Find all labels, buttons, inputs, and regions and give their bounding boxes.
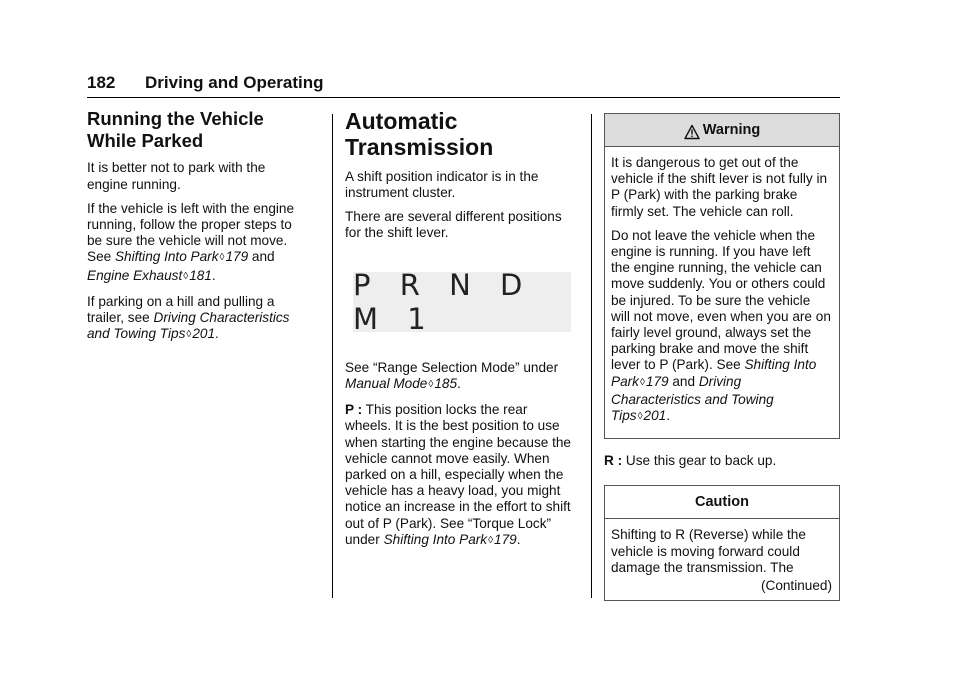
cross-reference-link[interactable]: Shifting Into Park bbox=[611, 357, 817, 389]
column-2 bbox=[345, 108, 577, 558]
warning-header bbox=[605, 114, 839, 147]
caution-body bbox=[605, 519, 839, 600]
cross-reference-link[interactable]: Manual Mode bbox=[345, 375, 428, 391]
page-ref-icon: ◊ bbox=[183, 270, 189, 282]
warning-title: Warning bbox=[702, 122, 761, 138]
paragraph-reverse: R : Use this gear to back up. bbox=[604, 453, 777, 469]
cross-reference-link[interactable]: Shifting Into Park bbox=[383, 531, 488, 547]
page-ref-number[interactable]: 201 bbox=[192, 326, 216, 342]
cross-reference-link[interactable]: Driving Characteristics and Towing Tips bbox=[87, 310, 290, 342]
paragraph: There are several different positions for the shift lever. bbox=[345, 209, 562, 241]
caution-title: Caution bbox=[695, 494, 749, 511]
page-ref-number[interactable]: 201 bbox=[643, 408, 667, 424]
paragraph: It is dangerous to get out of the vehicle if the shift lever is not fully in P (Park) with the parking brake firmly set. The vehicle can roll. bbox=[611, 155, 828, 219]
warning-body bbox=[605, 147, 839, 438]
cross-reference-link[interactable]: Driving Characteristics and Towing Tips bbox=[611, 373, 774, 424]
page-ref-icon: ◊ bbox=[488, 534, 494, 546]
paragraph: If the vehicle is left with the engine running, follow the proper steps to be sure the vehicle will not move. See Shifting Into Park◊179 and Engine Exhaust◊181. bbox=[87, 200, 295, 283]
section-title: Driving and Operating bbox=[145, 73, 324, 92]
column-1 bbox=[87, 108, 309, 352]
page-ref-icon: ◊ bbox=[637, 411, 643, 423]
cross-reference-link[interactable]: Shifting Into Park bbox=[114, 249, 219, 265]
page-ref-icon: ◊ bbox=[639, 376, 645, 388]
page-ref-number[interactable]: 181 bbox=[189, 267, 212, 283]
continued-label: (Continued) bbox=[760, 578, 832, 594]
page-ref-icon: ◊ bbox=[186, 329, 192, 341]
page-ref-number[interactable]: 179 bbox=[645, 373, 669, 389]
cross-reference-link[interactable]: Engine Exhaust bbox=[87, 267, 183, 283]
gear-label-r: R : bbox=[604, 453, 623, 469]
header-rule bbox=[87, 97, 840, 98]
paragraph-park: P : This position locks the rear wheels. It is the best position to use when starting the engine because the vehicle cannot move easily. When parked on a hill, especially when the vehicle has a heavy load, you might notice an increase in the effort to shift out of P (Park). See “Torque Lock” under Shifting Into Park◊179. bbox=[345, 402, 571, 547]
warning-triangle-icon bbox=[684, 124, 700, 140]
page-number: 182 bbox=[87, 73, 116, 92]
shift-position-indicator-image bbox=[353, 267, 571, 336]
paragraph: Shifting to R (Reverse) while the vehicle is moving forward could damage the transmission. The bbox=[611, 527, 806, 575]
page-ref-icon: ◊ bbox=[428, 378, 434, 390]
paragraph: See “Range Selection Mode” under Manual Mode◊185. bbox=[345, 359, 559, 391]
heading-automatic-transmission: Automatic Transmission bbox=[345, 108, 494, 161]
heading-running-vehicle: Running the Vehicle While Parked bbox=[87, 108, 264, 152]
page-ref-number[interactable]: 179 bbox=[225, 249, 249, 265]
paragraph: A shift position indicator is in the instrument cluster. bbox=[345, 168, 539, 201]
caution-box bbox=[604, 485, 840, 601]
page-ref-number[interactable]: 179 bbox=[494, 531, 517, 547]
paragraph: It is better not to park with the engine running. bbox=[87, 160, 266, 192]
gear-label-p: P : bbox=[345, 402, 363, 418]
page-ref-icon: ◊ bbox=[219, 252, 225, 264]
page-ref-number[interactable]: 185 bbox=[434, 375, 458, 391]
paragraph: Do not leave the vehicle when the engine is running. If you have left the engine running, the vehicle can move suddenly. You or others could be injured. To be sure the vehicle will not move, even when you are on fairly level ground, always set the parking brake and move the shift lever to P (Park). See Shifting Into Park◊179 and Driving Characteristics and Towing Tips◊201. bbox=[611, 227, 831, 424]
caution-header bbox=[605, 486, 839, 519]
column-3 bbox=[604, 113, 840, 615]
page-header bbox=[87, 71, 840, 97]
column-divider-1 bbox=[332, 114, 333, 598]
paragraph: If parking on a hill and pulling a trailer, see Driving Characteristics and Towing Tips◊201. bbox=[87, 293, 290, 342]
column-divider-2 bbox=[591, 114, 592, 598]
warning-box bbox=[604, 113, 840, 439]
gear-indicator-text: P R N D M 1 bbox=[353, 267, 533, 336]
